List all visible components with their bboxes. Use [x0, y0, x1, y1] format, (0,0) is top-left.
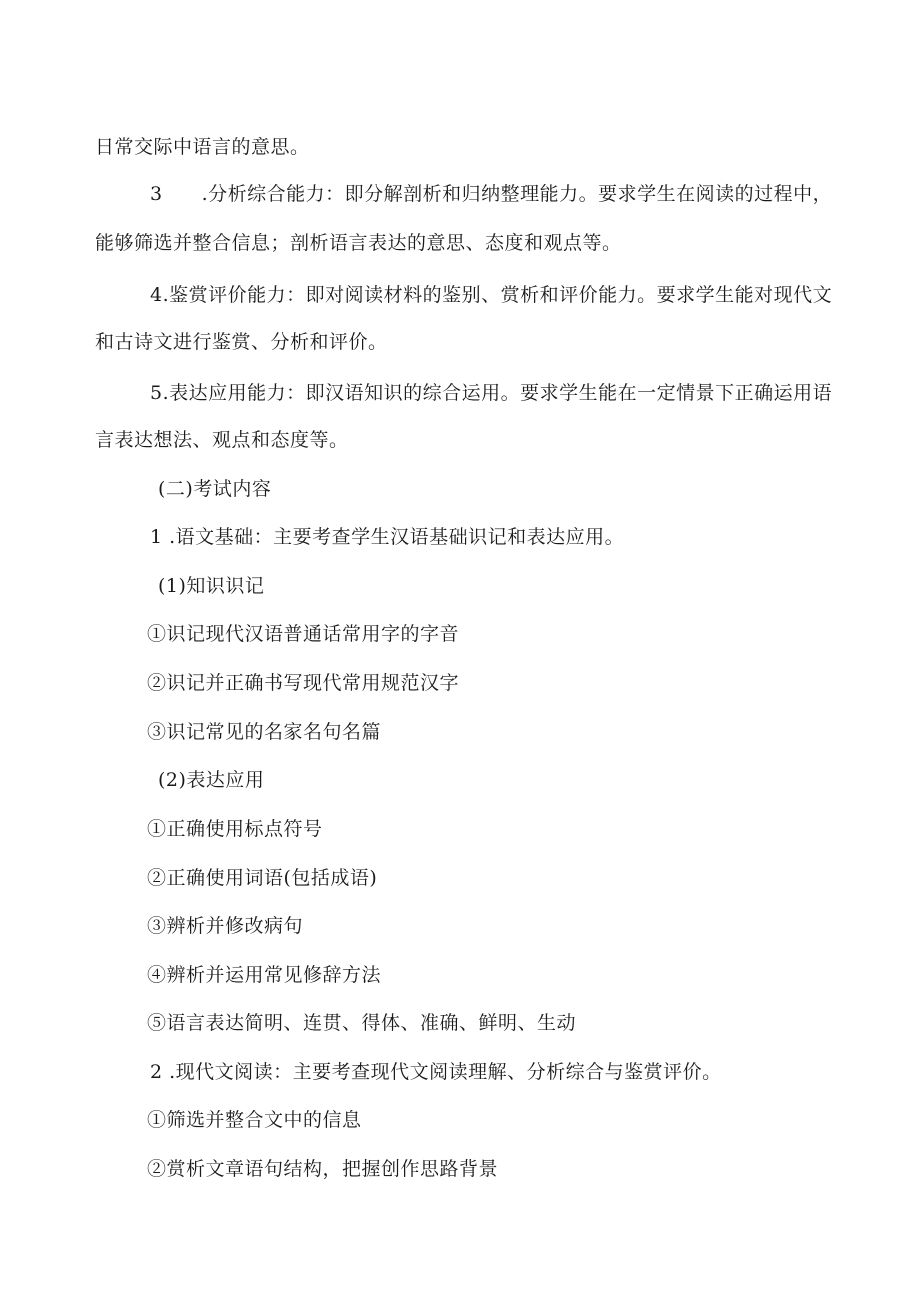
list-item: ⑤语言表达简明、连贯、得体、准确、鲜明、生动: [147, 1012, 577, 1034]
item-4-appreciation-line2: 和古诗文进行鉴赏、分析和评价。: [95, 331, 388, 353]
item-3-analysis-line2: 能够筛选并整合信息；剖析语言表达的意思、态度和观点等。: [95, 232, 622, 254]
list-item: ②赏析文章语句结构，把握创作思路背景: [147, 1158, 499, 1180]
section-heading-exam-content: (二)考试内容: [158, 478, 272, 500]
list-item: ④辨析并运用常见修辞方法: [147, 964, 382, 986]
list-item: ②正确使用词语(包括成语): [147, 867, 378, 889]
subsection-modern-reading: 2 .现代文阅读：主要考查现代文阅读理解、分析综合与鉴赏评价。: [150, 1061, 722, 1083]
item-4-appreciation-line1: 4.鉴赏评价能力：即对阅读材料的鉴别、赏析和评价能力。要求学生能对现代文: [150, 284, 833, 306]
list-item: ①正确使用标点符号: [147, 818, 323, 840]
list-item: ①筛选并整合文中的信息: [147, 1109, 362, 1131]
list-item: ③识记常见的名家名句名篇: [147, 721, 382, 743]
item-3-analysis-line1: 3 .分析综合能力：即分解剖析和归纳整理能力。要求学生在阅读的过程中，: [150, 183, 833, 205]
item-5-expression-line2: 言表达想法、观点和态度等。: [95, 429, 349, 451]
paragraph-continuation: 日常交际中语言的意思。: [95, 136, 310, 158]
list-item: ①识记现代汉语普通话常用字的字音: [147, 623, 460, 645]
sub-heading-expression-application: (2)表达应用: [158, 769, 265, 791]
list-item: ③辨析并修改病句: [147, 915, 304, 937]
sub-heading-knowledge-memory: (1)知识识记: [158, 575, 265, 597]
list-item: ②识记并正确书写现代常用规范汉字: [147, 672, 460, 694]
subsection-language-basics: 1 .语文基础：主要考查学生汉语基础识记和表达应用。: [150, 526, 625, 548]
item-5-expression-line1: 5.表达应用能力：即汉语知识的综合运用。要求学生能在一定情景下正确运用语: [150, 382, 833, 404]
